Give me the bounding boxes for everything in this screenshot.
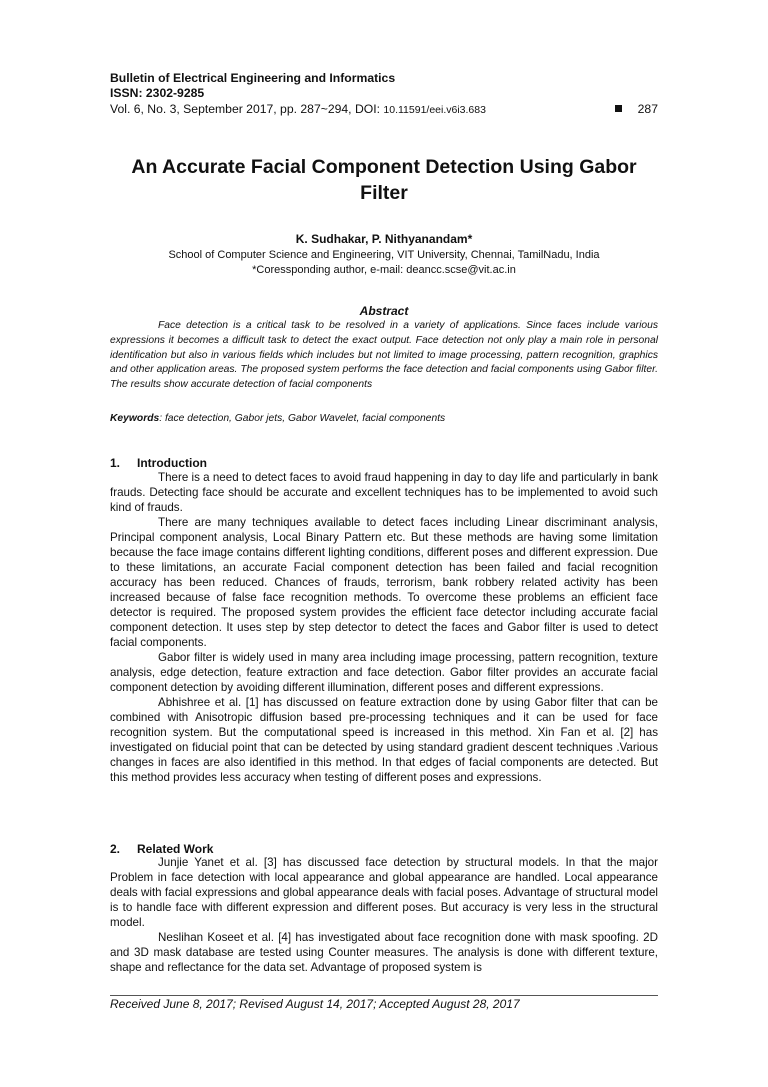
section-title: Introduction: [137, 456, 207, 470]
footer-divider: [110, 995, 658, 996]
doi: 10.11591/eei.v6i3.683: [383, 104, 486, 116]
journal-name: Bulletin of Electrical Engineering and Informatics: [110, 71, 396, 85]
abstract-text: Face detection is a critical task to be resolved in a variety of applications. Since faces include various expressions it becomes a difficult task to detect the exact output. Face detection not only play a main role in personal identification but also in various fields which includes but not limited to image processing, pattern recognition, graphics and other application areas. The proposed system performs the face detection and facial components using Gabor filter. The results show accurate detection of facial components: [110, 320, 658, 391]
keywords-label: Keywords: [110, 413, 160, 424]
received-dates: Received June 8, 2017; Revised August 14, 2017; Accepted August 28, 2017: [110, 997, 520, 1011]
section-number: 2.: [110, 842, 121, 856]
abstract-heading: Abstract: [359, 304, 409, 318]
paragraph: Gabor filter is widely used in many area including image processing, pattern recognition, texture analysis, edge detection, feature extraction and face detection. Gabor filter provides an accurate facial component detection by avoiding different illumination, different poses and different expressions.: [110, 651, 658, 694]
page-number: 287: [637, 102, 658, 116]
paragraph: Neslihan Koseet et al. [4] has investigated about face recognition done with mask spoofing. 2D and 3D mask database are tested using Counter measures. The analysis is done with different texture, shape and reflectance for the data set. Advantage of proposed system is: [110, 931, 658, 974]
corresponding-author: *Coressponding author, e-mail: deancc.scse@vit.ac.in: [252, 263, 516, 276]
journal-volume-line: [110, 102, 658, 118]
introduction-body: [110, 470, 658, 785]
related-work-body: [110, 855, 658, 975]
square-bullet-icon: [615, 105, 622, 112]
volume-text: Vol. 6, No. 3, September 2017, pp. 287~294, DOI:: [110, 102, 380, 116]
affiliation-block: [110, 248, 658, 277]
keywords-text: : face detection, Gabor jets, Gabor Wavelet, facial components: [159, 413, 446, 424]
section-heading-related-work: [110, 842, 658, 856]
section-heading-introduction: [110, 456, 658, 470]
paragraph: Abhishree et al. [1] has discussed on feature extraction done by using Gabor filter that can be combined with Anisotropic diffusion based pre-processing techniques and it can be used for face recognition system. But the computational speed is increased in this method. Xin Fan et al. [2] has investigated on fiducial point that can be detected by using standard gradient descent techniques .Various changes in faces are also identified in this method. In that edges of facial components are detected. But this method provides less accuracy when testing of different poses and expressions.: [110, 696, 658, 784]
section-title: Related Work: [137, 842, 214, 856]
section-number: 1.: [110, 456, 121, 470]
paragraph: Junjie Yanet et al. [3] has discussed face detection by structural models. In that the major Problem in face detection with local appearance and global appearance are handled. Local appearance deals with facial expressions and global appearance deals with facial poses. Advantage of structural model is to handle face with different expression and different poses. But accuracy is very less in the structural model.: [110, 856, 658, 929]
paragraph: There are many techniques available to detect faces including Linear discriminant analysis, Principal component analysis, Local Binary Pattern etc. But these methods are having some limitation because the face image contains different lighting conditions, different poses and different expression. Due to these limitations, an accurate Facial component detection has been failed and facial recognition accuracy has been reduced. Chances of frauds, terrorism, bank robbery related activity has been increased because of false face recognition methods. To overcome these problems an efficient face detector is required. The proposed system provides the efficient face detector including accurate facial component detection. It uses step by step detector to detect the faces and Gabor filter is used to detect facial components.: [110, 516, 658, 649]
paragraph: There is a need to detect faces to avoid fraud happening in day to day life and particularly in bank frauds. Detecting face should be accurate and excellent techniques has to be implemented to avoid such kind of frauds.: [110, 471, 658, 514]
page-number-group: [615, 102, 658, 117]
affiliation: School of Computer Science and Engineering, VIT University, Chennai, TamilNadu, India: [168, 249, 600, 261]
journal-issn: ISSN: 2302-9285: [110, 86, 205, 100]
paper-title: An Accurate Facial Component Detection Using Gabor Filter: [131, 156, 637, 204]
authors: K. Sudhakar, P. Nithyanandam*: [295, 232, 473, 246]
keywords: [110, 413, 658, 424]
